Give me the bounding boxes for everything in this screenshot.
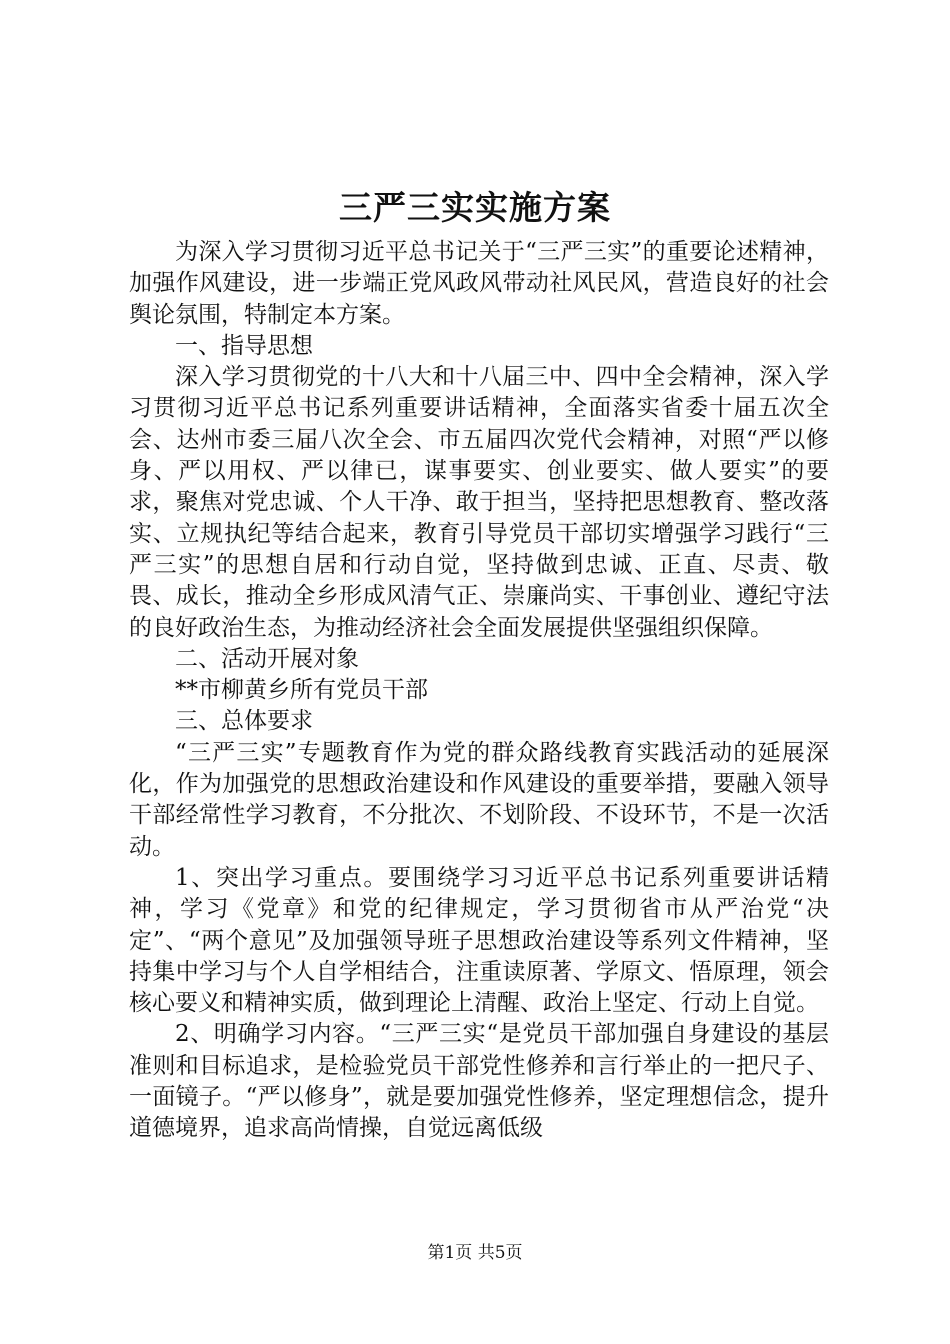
section-heading-guiding-thought: 一、指导思想: [175, 332, 313, 359]
requirement-item-2: 2、明确学习内容。“三严三实“是党员干部加强自身建设的基层准则和目标追求，是检验党员干部党性修养和言行举止的一把尺子、一面镜子。“严以修身”，就是要加强党性修养，坚定理想信念，提升道德境界，追求高尚情操，自觉远离低级: [129, 1021, 829, 1142]
target-paragraph: **市柳黄乡所有党员干部: [175, 677, 428, 704]
section-heading-requirements: 三、总体要求: [175, 708, 313, 735]
section-heading-target: 二、活动开展对象: [175, 645, 359, 672]
page-footer: 第1页 共5页: [427, 1243, 523, 1263]
guiding-thought-paragraph: 深入学习贯彻党的十八大和十八届三中、四中全会精神，深入学习贯彻习近平总书记系列重要讲话精神，全面落实省委十届五次全会、达州市委三届八次全会、市五届四次党代会精神，对照“严以修身、严以用权、严以律已，谋事要实、创业要实、做人要实”的要求，聚焦对党忠诚、个人干净、敢于担当，坚持把思想教育、整改落实、立规执纪等结合起来，教育引导党员干部切实增强学习践行“三严三实”的思想自居和行动自觉，坚持做到忠诚、正直、尽责、敬畏、成长，推动全乡形成风清气正、崇廉尚实、干事创业、遵纪守法的良好政治生态，为推动经济社会全面发展提供坚强组织保障。: [129, 364, 829, 641]
requirement-item-1: 1、突出学习重点。要围绕学习习近平总书记系列重要讲话精神，学习《党章》和党的纪律规定，学习贯彻省市从严治党“决定”、“两个意见”及加强领导班子思想政治建设等系列文件精神，坚持集中学习与个人自学相结合，注重读原著、学原文、悟原理，领会核心要义和精神实质，做到理论上清醒、政治上坚定、行动上自觉。: [129, 864, 829, 1017]
requirements-paragraph: “三严三实”专题教育作为党的群众路线教育实践活动的延展深化，作为加强党的思想政治建设和作风建设的重要举措，要融入领导干部经常性学习教育，不分批次、不划阶段、不设环节，不是一次活动。: [129, 739, 829, 860]
document-title: 三严三实实施方案: [339, 188, 611, 227]
intro-paragraph: 为深入学习贯彻习近平总书记关于“三严三实”的重要论述精神，加强作风建设，进一步端正党风政风带动社风民风，营造良好的社会舆论氛围，特制定本方案。: [129, 239, 829, 328]
document-body: [129, 237, 829, 1145]
